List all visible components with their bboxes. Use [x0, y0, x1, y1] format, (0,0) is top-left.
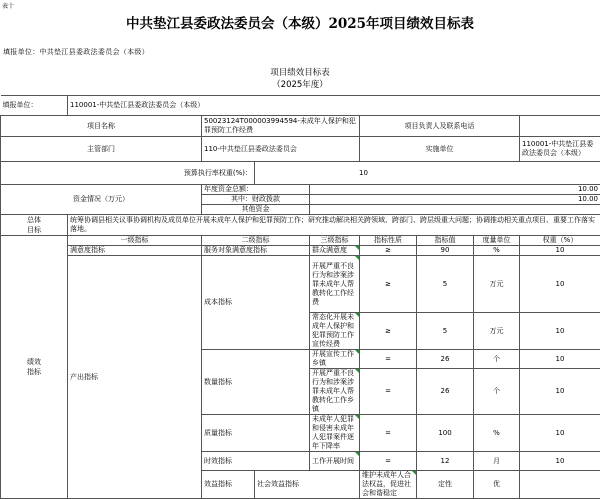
header-weight: 权重（%） [520, 236, 600, 246]
page-title: 中共垫江县委政法委员会（本级）2025年项目绩效目标表 [0, 12, 600, 32]
overall-target-row [1, 215, 600, 236]
level3-cell: 开展严重不良行为和涉案涉罪未成年人帮教转化工作乡镇 [310, 369, 360, 415]
table-year: （2025年度） [200, 78, 400, 90]
level3-cell: 群众满意度 [310, 246, 360, 256]
value-cell: 26 [417, 350, 474, 369]
nature-cell: 定性 [417, 471, 474, 499]
header-level1: 一级指标 [68, 236, 202, 246]
unit-cell [520, 471, 600, 499]
level1-output: 产出指标 [68, 256, 202, 499]
fill-unit-line: 填报单位：中共垫江县委政法委员会（本级） [3, 47, 149, 57]
value-cell: 26 [417, 369, 474, 415]
unit-cell: 个 [474, 369, 520, 415]
value-cell: 优 [474, 471, 520, 499]
unit-cell: % [474, 415, 520, 452]
weight-value: 10 [255, 162, 600, 185]
funds-other-value [310, 205, 600, 215]
header-level3: 三级指标 [310, 236, 360, 246]
nature-cell: = [360, 415, 417, 452]
level3-cell: 开展严重不良行为和涉案涉罪未成年人帮教转化工作经费 [310, 256, 360, 313]
level2-cell: 时效指标 [202, 452, 310, 471]
value-cell: 5 [417, 256, 474, 313]
impl-value: 110001-中共垫江县委政法委员会（本级） [520, 137, 600, 162]
weight-cell: 10 [520, 369, 600, 415]
nature-cell: = [360, 369, 417, 415]
funds-label: 资金情况（万元） [1, 185, 202, 215]
table-title: 项目绩效目标表 [200, 66, 400, 78]
funds-total-value: 10.00 [310, 185, 600, 195]
nature-cell: ≥ [360, 313, 417, 350]
unit-label: 填报单位： [1, 96, 68, 116]
funds-fiscal-label: 其中：财政拨款 [202, 195, 310, 205]
project-name-row [1, 116, 600, 137]
nature-cell: ≥ [360, 256, 417, 313]
funds-fiscal-value: 10.00 [310, 195, 600, 205]
level2-cell: 服务对象满意度指标 [202, 246, 310, 256]
weight-label: 预算执行率权重(%)： [1, 162, 255, 185]
dept-row [1, 137, 600, 162]
weight-cell: 10 [520, 452, 600, 471]
value-cell: 5 [417, 313, 474, 350]
impl-label: 实施单位 [360, 137, 520, 162]
nature-cell: = [360, 452, 417, 471]
level1-cell: 效益指标 [202, 471, 255, 499]
level2-cost: 成本指标 [202, 256, 310, 350]
header-unit: 度量单位 [474, 236, 520, 246]
header-nature: 指标性质 [360, 236, 417, 246]
unit-cell: 月 [474, 452, 520, 471]
value-cell: 12 [417, 452, 474, 471]
owner-value [520, 116, 600, 137]
value-cell: 90 [417, 246, 474, 256]
overall-target-text: 统筹协调县相关议事协调机构及成员单位开展未成年人保护和犯罪预防工作；研究推动解决相关跨领域、跨部门、跨层级重大问题；协调推动相关重点项目、重要工作落实落地。 [68, 215, 600, 236]
level3-cell: 未成年人犯罪和侵害未成年人犯罪案件逐年下降率 [310, 415, 360, 452]
indicator-header-row [1, 236, 600, 246]
owner-label: 项目负责人及联系电话 [360, 116, 520, 137]
level3-cell: 常态化开展未成年人保护和犯罪预防工作宣传经费 [310, 313, 360, 350]
dept-value: 110-中共垫江县委政法委员会 [202, 137, 360, 162]
weight-cell: 10 [520, 246, 600, 256]
nature-cell: ≥ [360, 246, 417, 256]
funds-row-1 [1, 185, 600, 195]
weight-cell: 10 [520, 256, 600, 313]
project-name-label: 项目名称 [1, 116, 202, 137]
unit-cell: 万元 [474, 313, 520, 350]
header-level2: 二级指标 [202, 236, 310, 246]
indicator-row [1, 246, 600, 256]
overall-target-label: 总体 目标 [1, 215, 68, 236]
level3-cell: 工作开展时间 [310, 452, 360, 471]
unit-cell: 万元 [474, 256, 520, 313]
indicator-row [1, 256, 600, 313]
weight-row [1, 162, 600, 185]
project-name-value: 50023124T000003994594-未成年人保护和犯罪预防工作经费 [202, 116, 360, 137]
level2-quantity: 数量指标 [202, 350, 310, 415]
unit-cell: 个 [474, 350, 520, 369]
weight-cell: 10 [520, 350, 600, 369]
weight-cell: 10 [520, 415, 600, 452]
nature-cell: = [360, 350, 417, 369]
dept-label: 主管部门 [1, 137, 202, 162]
level2-cell: 质量指标 [202, 415, 310, 452]
weight-cell: 10 [520, 313, 600, 350]
unit-cell: % [474, 246, 520, 256]
value-cell: 100 [417, 415, 474, 452]
level3-cell: 维护未成年人合法权益，促进社会和谐稳定 [360, 471, 417, 499]
level2-cell: 社会效益指标 [255, 471, 360, 499]
unit-row [1, 96, 600, 116]
unit-value: 110001-中共垫江县委政法委员会（本级） [68, 96, 600, 116]
level1-cell: 满意度指标 [68, 246, 202, 256]
level3-cell: 开展宣传工作乡镇 [310, 350, 360, 369]
funds-other-label: 其他资金 [202, 205, 310, 215]
performance-target-table [0, 95, 600, 499]
funds-total-label: 年度资金总额： [202, 185, 310, 195]
table-number-tag: 表十 [2, 1, 14, 10]
performance-indicators-label: 绩效指标 [1, 236, 68, 499]
header-value: 指标值 [417, 236, 474, 246]
